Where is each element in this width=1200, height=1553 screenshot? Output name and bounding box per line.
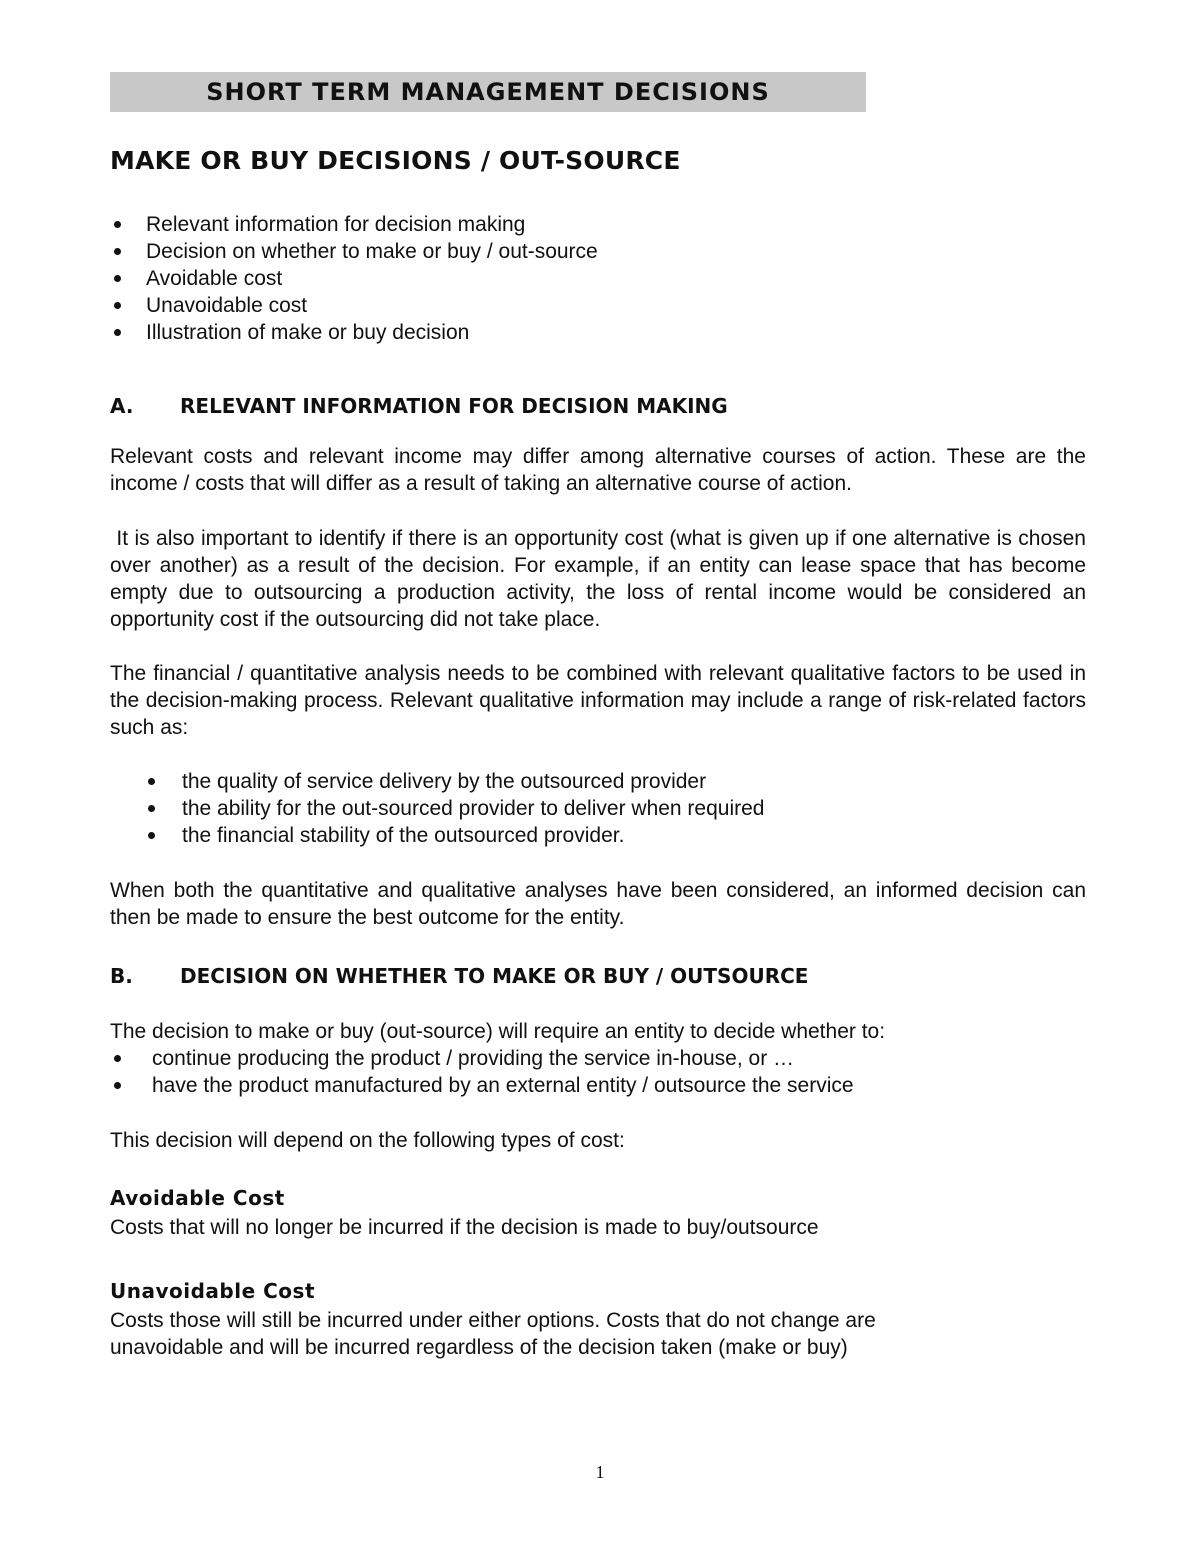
avoidable-cost-heading: Avoidable Cost xyxy=(110,1186,285,1210)
section-b-letter: B. xyxy=(110,964,133,988)
bullet-icon xyxy=(148,832,155,839)
section-a-paragraph-4: When both the quantitative and qualitative analyses have been considered, an informed decision can then be made to ensure the best outcome for the entity. xyxy=(110,879,1086,929)
list-item: Relevant information for decision making xyxy=(110,211,598,238)
list-item: the financial stability of the outsourced provider. xyxy=(110,822,764,849)
section-a-letter: A. xyxy=(110,394,134,418)
list-item: continue producing the product / providing the service in-house, or … xyxy=(110,1045,854,1072)
bullet-icon xyxy=(114,221,121,228)
bullet-icon xyxy=(114,1082,121,1089)
section-a-heading xyxy=(110,394,728,418)
page-number: 1 xyxy=(595,1462,605,1482)
section-a-paragraph-2: It is also important to identify if there is an opportunity cost (what is given up if one alternative is chosen over another) as a result of the decision. For example, if an entity can lease space that has become empty due to outsourcing a production activity, the loss of rental income would be considered an opportunity cost if the outsourcing did not take place. xyxy=(110,527,1092,631)
bullet-icon xyxy=(114,302,121,309)
list-item: Unavoidable cost xyxy=(110,292,598,319)
avoidable-cost-text: Costs that will no longer be incurred if the decision is made to buy/outsource xyxy=(110,1216,819,1239)
list-item: Illustration of make or buy decision xyxy=(110,319,598,346)
list-item: the ability for the out-sourced provider to deliver when required xyxy=(110,795,764,822)
section-b-intro: The decision to make or buy (out-source) will require an entity to decide whether to: xyxy=(110,1020,886,1043)
main-heading: MAKE OR BUY DECISIONS / OUT-SOURCE xyxy=(110,146,681,175)
list-item: Decision on whether to make or buy / out-source xyxy=(110,238,598,265)
unavoidable-cost-heading: Unavoidable Cost xyxy=(110,1279,316,1303)
list-item: have the product manufactured by an external entity / outsource the service xyxy=(110,1072,854,1099)
section-a-paragraph-1: Relevant costs and relevant income may differ among alternative courses of action. These are the income / costs that will differ as a result of taking an alternative course of action. xyxy=(110,445,1086,495)
risk-factor-list xyxy=(110,768,764,849)
list-item: the quality of service delivery by the outsourced provider xyxy=(110,768,764,795)
cost-types-intro: This decision will depend on the following types of cost: xyxy=(110,1129,625,1152)
overview-list xyxy=(110,211,598,346)
decision-choice-list xyxy=(110,1045,854,1099)
title-banner xyxy=(110,72,866,112)
section-a-title: RELEVANT INFORMATION FOR DECISION MAKING xyxy=(180,394,728,418)
section-b-heading xyxy=(110,964,808,988)
section-a-paragraph-3: The financial / quantitative analysis needs to be combined with relevant qualitative factors to be used in the decision-making process. Relevant qualitative information may include a range of risk-related factors such as: xyxy=(110,662,1086,739)
banner-title: SHORT TERM MANAGEMENT DECISIONS xyxy=(206,78,770,106)
list-item: Avoidable cost xyxy=(110,265,598,292)
bullet-icon xyxy=(148,805,155,812)
bullet-icon xyxy=(148,778,155,785)
bullet-icon xyxy=(114,275,121,282)
bullet-icon xyxy=(114,1055,121,1062)
section-b-title: DECISION ON WHETHER TO MAKE OR BUY / OUTSOURCE xyxy=(180,964,809,988)
bullet-icon xyxy=(114,329,121,336)
bullet-icon xyxy=(114,248,121,255)
unavoidable-cost-text: Costs those will still be incurred under either options. Costs that do not change are unavoidable and will be incurred regardless of the decision taken (make or buy) xyxy=(110,1309,876,1359)
